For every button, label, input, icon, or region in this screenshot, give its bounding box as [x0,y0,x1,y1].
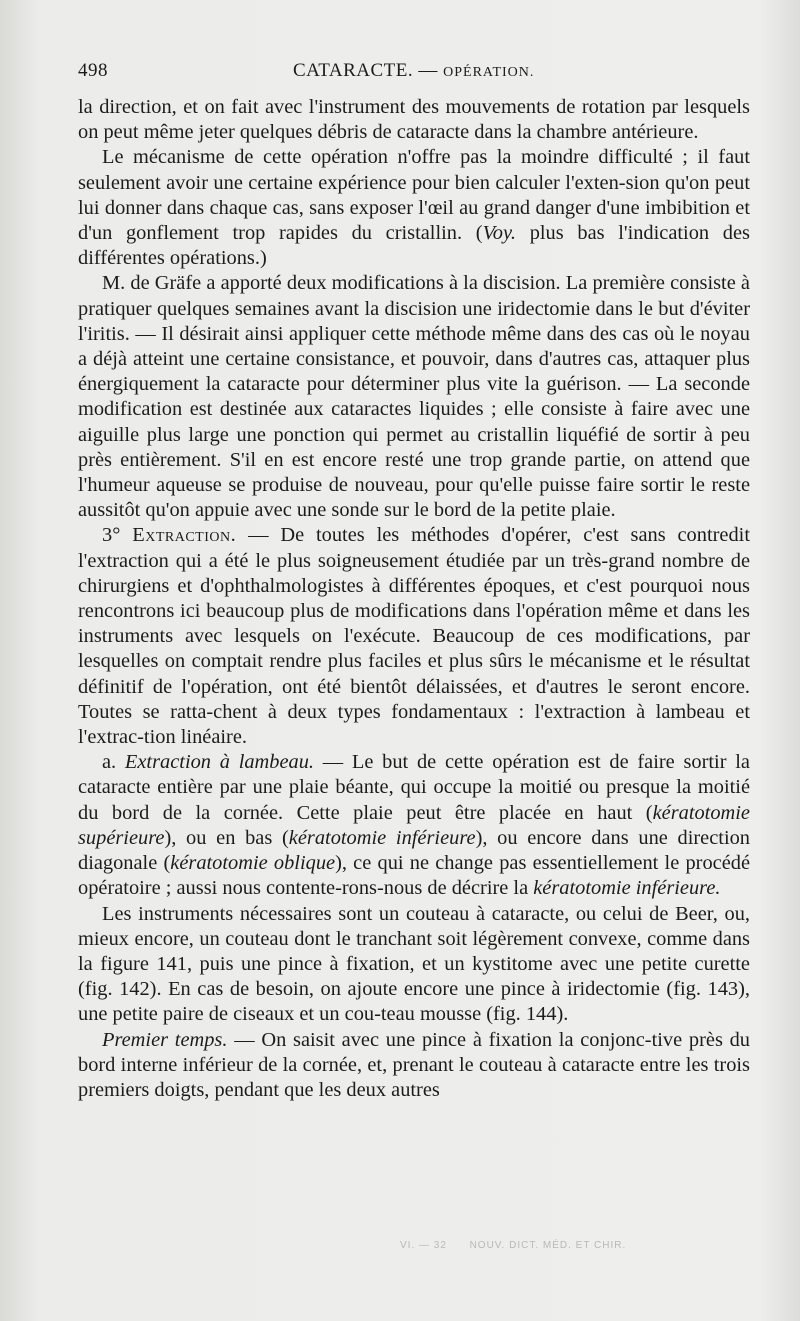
voy-reference: Voy. [482,222,517,245]
paragraph-3: M. de Gräfe a apporté deux modifications à la discision. La première consiste à pratiquer quelques semaines avant la discision une iridectomie dans le but d'éviter l'iritis. — Il désirait ainsi appliquer cette méthode même dans des cas où le noyau a déjà atteint une certaine consistance, et pouvoir, dans d'autres cas, attaquer plus énergiquement la cataracte pour déterminer plus vite la guérison. — La seconde modification est destinée aux cataractes liquides ; elle consiste à faire avec une aiguille plus large une ponction qui permet au cristallin liquéfié de sortir à peu près entièrement. S'il en est encore resté une trop grande partie, on attend que l'humeur aqueuse se produise de nouveau, pour qu'elle puisse faire sortir le reste aussitôt qu'on appuie avec une sonde sur le bord de la petite plaie. [78,272,750,522]
running-title [293,60,534,82]
paragraph-6: Les instruments nécessaires sont un couteau à cataracte, ou celui de Beer, ou, mieux encore, un couteau dont le tranchant soit légèrement convexe, comme dans la figure 141, puis une pince à fixation, et un kystitome avec une petite curette (fig. 142). En cas de besoin, on ajoute encore une pince à iridectomie (fig. 143), une petite paire de ciseaux et un cou-teau mousse (fig. 144). [78,902,750,1026]
paragraph-4-text: — De toutes les méthodes d'opérer, c'est sans contredit l'extraction qui a été le plus soigneusement étudiée par un très-grand nombre de chirurgiens et d'ophthalmologistes à différentes époques, et c'est pourquoi nous rencontrons ici beaucoup plus de modifications dans l'opération même et dans les instruments avec lesquels on l'exécute. Beaucoup de ces modifications, par lesquelles on comptait rendre plus faciles et plus sûrs le mécanisme et le résultat définitif de l'opération, ont été bientôt délaissées, et d'autres le seront encore. Toutes se ratta-chent à deux types fondamentaux : l'extraction à lambeau et l'extrac-tion linéaire. [78,524,750,749]
paragraph-4 [78,523,750,750]
paragraph-2-tail: plus bas l'indication des différentes opérations.) [78,222,750,270]
paragraph-1: la direction, et on fait avec l'instrument des mouvements de rotation par lesquels on peut même jeter quelques débris de cataracte dans la chambre antérieure. [78,96,750,144]
body-text [78,95,750,1103]
subsection-heading: Extraction à lambeau. [124,751,315,774]
paragraph-7-text: — On saisit avec une pince à fixation la conjonc-tive près du bord interne inférieur de la cornée, et, prenant le couteau à cataracte entre les trois premiers doigts, pendant que les deux autres [78,1028,751,1101]
running-title-main: CATARACTE. — [293,60,438,81]
paragraph-2-text: Le mécanisme de cette opération n'offre pas la moindre difficulté ; il faut seulement avoir une certaine expérience pour bien calculer l'exten-sion qu'on peut lui donner dans chaque cas, sans exposer l'œil au grand danger d'une imbibition et d'un gonflement trop rapides du cristallin. [78,146,750,245]
running-header [78,60,750,88]
section-heading-extraction: Extraction. [132,524,237,547]
section-number: 3° [102,524,121,547]
premier-temps-heading: Premier temps. [102,1028,228,1051]
term-keratotomie-inferieure-2: kératotomie inférieure. [533,877,721,900]
paragraph-5-text-a: — Le but de cette opération est de faire sortir la cataracte entière par une plaie béante, qui occupe la moitié ou presque la moitié du bord de la cornée. Cette plaie peut être placée en haut ( [78,751,750,824]
page-footer [400,1240,626,1251]
paragraph-5-text-c: ), ou encore dans une direction diagonale ( [78,826,751,875]
footer-signature: VI. — 32 [400,1240,447,1251]
term-keratotomie-superieure: kératotomie supérieure [78,801,750,849]
running-title-sub: OPÉRATION. [443,65,535,80]
term-keratotomie-inferieure: kératotomie inférieure [288,826,476,849]
subsection-letter: a. [102,751,117,774]
footer-imprint: NOUV. DICT. MÉD. ET CHIR. [469,1240,627,1251]
paragraph-7 [78,1028,750,1104]
term-keratotomie-oblique: kératotomie oblique [170,852,336,875]
paragraph-2 [78,145,750,271]
paragraph-5 [78,750,750,901]
page-number: 498 [78,60,108,81]
paragraph-5-text-b: ), ou en bas ( [164,826,289,849]
paragraph-2-open: ( [475,222,483,245]
paragraph-5-text-d: ), ce qui ne change pas essentiellement le procédé opératoire ; aussi nous contente-rons-nous de décrire la [78,852,750,900]
